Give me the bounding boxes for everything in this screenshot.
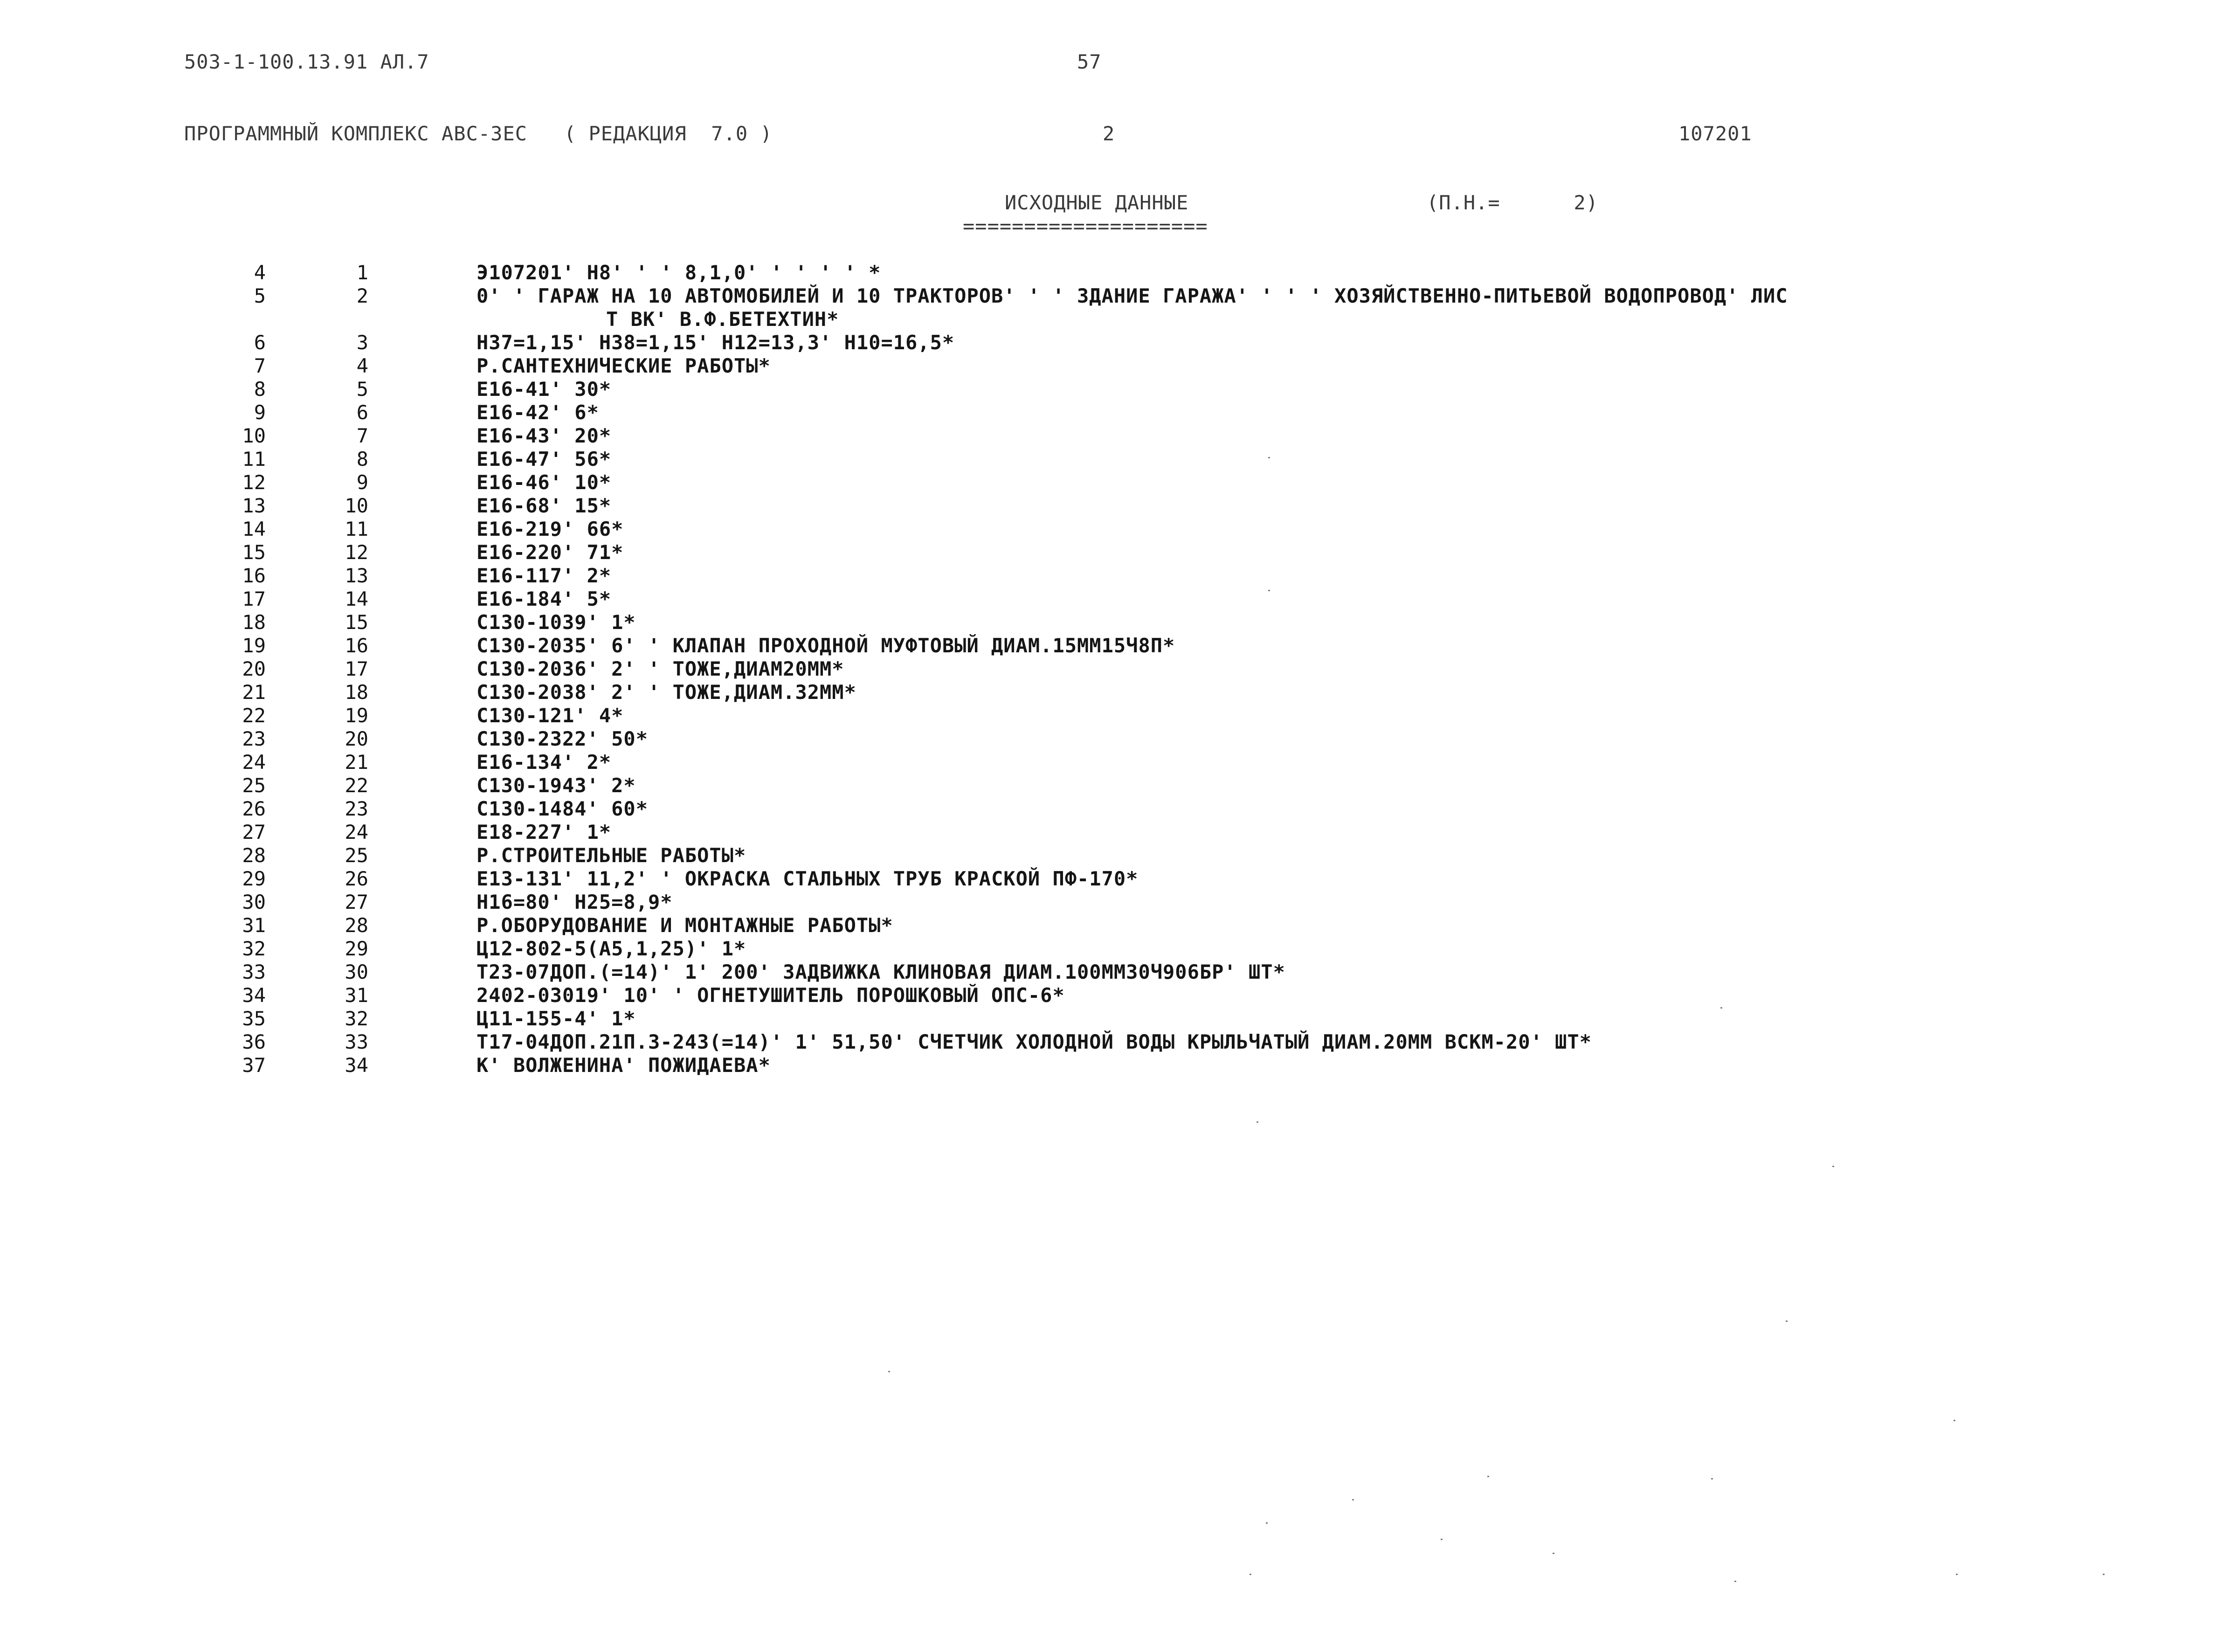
record-number: 3 [356,331,368,354]
record-text: Е16-219' 66* [476,518,624,540]
record-text: С130-2035' 6' ' КЛАПАН ПРОХОДНОЙ МУФТОВЫЙ ДИАМ.15ММ15Ч8П* [476,634,1175,657]
record-number: 8 [356,448,368,470]
record-text: С130-1039' 1* [476,611,636,634]
record-text: Р.ОБОРУДОВАНИЕ И МОНТАЖНЫЕ РАБОТЫ* [476,914,893,937]
record-number: 10 [345,494,368,517]
record-text-continuation: Т ВК' В.Ф.БЕТЕХТИН* [606,308,839,331]
record-number: 26 [345,867,368,890]
listing-row [0,1054,2230,1077]
line-number: 27 [242,821,266,843]
line-number: 20 [242,657,266,680]
record-number: 7 [356,424,368,447]
section-title: ИСХОДНЫЕ ДАННЫЕ [1005,191,1189,214]
line-number: 34 [242,984,266,1007]
record-number: 28 [345,914,368,937]
listing-row [0,378,2230,401]
line-number: 37 [242,1054,266,1077]
listing-row [0,704,2230,727]
record-number: 23 [345,797,368,820]
line-number: 19 [242,634,266,657]
record-text: Е18-227' 1* [476,821,612,843]
scan-speck [2103,1574,2105,1575]
scan-speck [1268,457,1270,458]
listing-row [0,1030,2230,1054]
listing-row [0,401,2230,424]
line-number: 35 [242,1007,266,1030]
listing-row [0,284,2230,308]
listing-row [0,634,2230,657]
listing-row [0,681,2230,704]
line-number: 10 [242,424,266,447]
listing-row [0,821,2230,844]
listing-row [0,494,2230,518]
record-number: 12 [345,541,368,564]
line-number: 28 [242,844,266,867]
line-number: 25 [242,774,266,797]
record-text: Е16-220' 71* [476,541,624,564]
sheet-number: 2 [1103,122,1115,145]
record-text: Е16-47' 56* [476,448,612,470]
line-number: 14 [242,518,266,540]
listing-row [0,564,2230,588]
listing-row [0,937,2230,961]
scan-speck [1352,1499,1354,1500]
record-text: Е16-184' 5* [476,588,612,610]
record-number: 20 [345,727,368,750]
scan-speck [1786,1320,1788,1322]
record-number: 15 [345,611,368,634]
scan-speck [888,1371,890,1372]
listing-row-continuation [0,308,2230,331]
record-text: Е16-134' 2* [476,751,612,774]
record-text: Э107201' Н8' ' ' 8,1,0' ' ' ' ' * [476,261,881,284]
line-number: 12 [242,471,266,494]
input-data-listing [0,261,2230,1077]
scan-speck [1954,1420,1955,1421]
line-number: 7 [254,354,266,377]
record-text: Е16-68' 15* [476,494,612,517]
line-number: 22 [242,704,266,727]
line-number: 24 [242,751,266,774]
record-number: 9 [356,471,368,494]
listing-row [0,774,2230,797]
job-id: 107201 [1678,122,1752,145]
record-text: Т23-07ДОП.(=14)' 1' 200' ЗАДВИЖКА КЛИНОВАЯ ДИАМ.100ММ30Ч906БР' ШТ* [476,961,1285,983]
record-number: 19 [345,704,368,727]
listing-row [0,797,2230,821]
record-text: С130-2038' 2' ' ТОЖЕ,ДИАМ.32ММ* [476,681,856,704]
record-number: 17 [345,657,368,680]
listing-row [0,424,2230,448]
listing-row [0,354,2230,378]
line-number: 8 [254,378,266,401]
record-text: Р.САНТЕХНИЧЕСКИЕ РАБОТЫ* [476,354,771,377]
scan-speck [1266,1522,1268,1524]
record-number: 16 [345,634,368,657]
listing-row [0,867,2230,891]
record-text: Р.СТРОИТЕЛЬНЫЕ РАБОТЫ* [476,844,746,867]
record-number: 5 [356,378,368,401]
scan-speck [1711,1478,1713,1479]
record-text: Н37=1,15' Н38=1,15' Н12=13,3' Н10=16,5* [476,331,955,354]
record-number: 25 [345,844,368,867]
line-number: 32 [242,937,266,960]
scan-speck [1720,1007,1722,1009]
record-number: 34 [345,1054,368,1077]
listing-row [0,588,2230,611]
section-param: (П.Н.= 2) [1427,191,1599,214]
record-number: 24 [345,821,368,843]
record-number: 29 [345,937,368,960]
record-number: 11 [345,518,368,540]
listing-row [0,914,2230,937]
scan-speck [1832,1166,1834,1167]
line-number: 18 [242,611,266,634]
line-number: 30 [242,891,266,913]
record-text: С130-1484' 60* [476,797,649,820]
record-number: 30 [345,961,368,983]
record-number: 31 [345,984,368,1007]
listing-row [0,891,2230,914]
line-number: 21 [242,681,266,704]
record-text: 2402-03019' 10' ' ОГНЕТУШИТЕЛЬ ПОРОШКОВЫЙ ОПС-6* [476,984,1065,1007]
record-number: 22 [345,774,368,797]
listing-row [0,448,2230,471]
record-number: 27 [345,891,368,913]
record-text: С130-121' 4* [476,704,624,727]
record-number: 4 [356,354,368,377]
listing-row [0,984,2230,1007]
page-number: 57 [1077,50,1102,73]
listing-row [0,657,2230,681]
record-text: Е16-46' 10* [476,471,612,494]
listing-row [0,471,2230,494]
listing-row [0,541,2230,564]
listing-row [0,518,2230,541]
line-number: 36 [242,1030,266,1053]
record-text: Е16-42' 6* [476,401,599,424]
listing-row [0,611,2230,634]
line-number: 6 [254,331,266,354]
scan-speck [1553,1553,1554,1554]
line-number: 31 [242,914,266,937]
record-text: Е16-117' 2* [476,564,612,587]
scan-speck [1250,1574,1251,1575]
scan-speck [1734,1581,1736,1582]
line-number: 13 [242,494,266,517]
line-number: 26 [242,797,266,820]
record-number: 33 [345,1030,368,1053]
line-number: 33 [242,961,266,983]
record-number: 6 [356,401,368,424]
line-number: 17 [242,588,266,610]
scan-speck [1487,1476,1489,1477]
record-text: С130-1943' 2* [476,774,636,797]
listing-row [0,261,2230,284]
record-text: Е16-43' 20* [476,424,612,447]
line-number: 11 [242,448,266,470]
listing-row [0,751,2230,774]
scan-speck [1257,1121,1258,1123]
record-text: Т17-04ДОП.21П.3-243(=14)' 1' 51,50' СЧЕТЧИК ХОЛОДНОЙ ВОДЫ КРЫЛЬЧАТЫЙ ДИАМ.20ММ ВСКМ-20' ШТ* [476,1030,1592,1053]
record-number: 32 [345,1007,368,1030]
record-text: Ц12-802-5(А5,1,25)' 1* [476,937,746,960]
listing-row [0,331,2230,354]
record-number: 14 [345,588,368,610]
record-text: К' ВОЛЖЕНИНА' ПОЖИДАЕВА* [476,1054,771,1077]
record-text: С130-2322' 50* [476,727,649,750]
program-title: ПРОГРАММНЫЙ КОМПЛЕКС АВС-3ЕС ( РЕДАКЦИЯ 7.0 ) [184,122,773,145]
record-number: 2 [356,284,368,307]
record-number: 13 [345,564,368,587]
record-text: Е16-41' 30* [476,378,612,401]
record-text: 0' ' ГАРАЖ НА 10 АВТОМОБИЛЕЙ И 10 ТРАКТОРОВ' ' ' ЗДАНИЕ ГАРАЖА' ' ' ' ХОЗЯЙСТВЕННО-ПИТЬЕВОЙ ВОДОПРОВОД' ЛИС [476,284,1788,307]
record-text: Е13-131' 11,2' ' ОКРАСКА СТАЛЬНЫХ ТРУБ КРАСКОЙ ПФ-170* [476,867,1139,890]
scan-speck [1268,590,1270,591]
listing-row [0,1007,2230,1030]
record-number: 18 [345,681,368,704]
listing-row [0,844,2230,867]
scan-speck [1956,1574,1958,1575]
line-number: 16 [242,564,266,587]
line-number: 4 [254,261,266,284]
scan-speck [1441,1539,1443,1540]
record-number: 21 [345,751,368,774]
listing-row [0,961,2230,984]
listing-row [0,727,2230,751]
line-number: 5 [254,284,266,307]
document-code: 503-1-100.13.91 АЛ.7 [184,50,429,73]
line-number: 15 [242,541,266,564]
record-text: С130-2036' 2' ' ТОЖЕ,ДИАМ20ММ* [476,657,844,680]
record-number: 1 [356,261,368,284]
record-text: Ц11-155-4' 1* [476,1007,636,1030]
record-text: Н16=80' Н25=8,9* [476,891,673,913]
line-number: 29 [242,867,266,890]
section-underline: ==================== [963,214,1208,237]
line-number: 23 [242,727,266,750]
line-number: 9 [254,401,266,424]
